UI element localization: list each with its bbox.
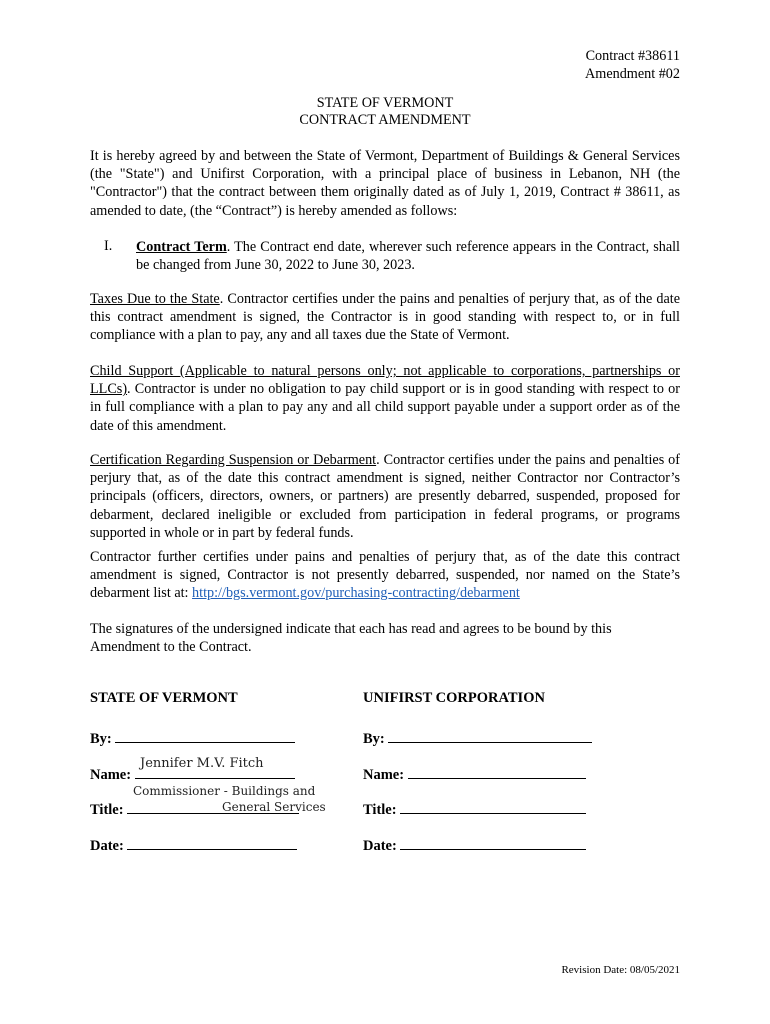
- debarment-heading: Certification Regarding Suspension or Debarment: [90, 452, 377, 468]
- taxes-clause: [90, 290, 680, 345]
- contractor-title-label: Title:: [363, 802, 397, 818]
- state-title-value-line2: General Services: [222, 800, 326, 814]
- state-name-value: Jennifer M.V. Fitch: [140, 756, 264, 771]
- item-numeral: I.: [104, 238, 113, 254]
- debarment-clause: [90, 451, 680, 542]
- contractor-date-line[interactable]: [400, 835, 586, 850]
- contract-term-heading: Contract Term: [136, 239, 227, 255]
- contractor-date-label: Date:: [363, 838, 397, 854]
- state-by-field: [90, 728, 295, 748]
- state-signature-heading: STATE OF VERMONT: [90, 690, 238, 706]
- contractor-title-line[interactable]: [400, 799, 586, 814]
- state-date-field: [90, 835, 297, 855]
- state-date-label: Date:: [90, 838, 124, 854]
- further-text: Contractor further certifies under pains and penalties of perjury that, as of the date this contract amendment is signed, Contractor is not presently debarred, suspended, nor named on the State’s debarment list at:: [90, 549, 680, 602]
- state-title-label: Title:: [90, 802, 124, 818]
- further-certification: [90, 548, 680, 603]
- contractor-by-field: [363, 728, 592, 748]
- amendment-number: Amendment #02: [585, 66, 680, 82]
- contractor-signature-heading: UNIFIRST CORPORATION: [363, 690, 545, 706]
- state-name-label: Name:: [90, 767, 132, 783]
- child-support-text: . Contractor is under no obligation to pay child support or is in good standing with respect to or in full compliance with a plan to pay any and all child support payable under a support order as of the date of this amendment.: [90, 381, 680, 434]
- doc-title-line2: CONTRACT AMENDMENT: [299, 112, 471, 128]
- child-support-heading: Child Support (Applicable to natural persons only; not applicable to corporations, partnerships or LLCs): [90, 363, 680, 398]
- taxes-text: . Contractor certifies under the pains and penalties of perjury that, as of the date this contract amendment is signed, the Contractor is in good standing with respect to, or in full compliance with a plan to pay, any and all taxes due the State of Vermont.: [90, 291, 680, 344]
- contractor-name-label: Name:: [363, 767, 405, 783]
- contractor-by-line[interactable]: [388, 728, 592, 743]
- state-title-value-line1: Commissioner - Buildings and: [133, 784, 316, 798]
- child-support-clause: [90, 362, 680, 435]
- debarment-list-link[interactable]: http://bgs.vermont.gov/purchasing-contracting/debarment: [192, 585, 520, 602]
- taxes-heading: Taxes Due to the State: [90, 291, 220, 307]
- revision-date: Revision Date: 08/05/2021: [561, 964, 680, 976]
- contract-term-text: . The Contract end date, wherever such reference appears in the Contract, shall be changed from June 30, 2022 to June 30, 2023.: [136, 239, 680, 274]
- contractor-by-label: By:: [363, 731, 385, 747]
- contractor-date-field: [363, 835, 586, 855]
- state-date-line[interactable]: [127, 835, 297, 850]
- signatures-note: The signatures of the undersigned indicate that each has read and agrees to be bound by this Amendment to the Contract.: [90, 621, 612, 656]
- contract-number: Contract #38611: [585, 48, 680, 64]
- contract-term-clause: [136, 238, 680, 274]
- intro-paragraph: It is hereby agreed by and between the State of Vermont, Department of Buildings & General Services (the "State") and Unifirst Corporation, with a principal place of business in Lebanon, NH (the "Contractor") that the contract between them originally dated as of July 1, 2019, Contract # 38611, as amended to date, (the “Contract”) is hereby amended as follows:: [90, 148, 680, 219]
- state-by-label: By:: [90, 731, 112, 747]
- contractor-name-field: [363, 764, 586, 784]
- doc-title-line1: STATE OF VERMONT: [316, 95, 454, 111]
- contractor-title-field: [363, 799, 586, 819]
- contractor-name-line[interactable]: [408, 764, 586, 779]
- debarment-text: . Contractor certifies under the pains and penalties of perjury that, as of the date this contract amendment is signed, neither Contractor nor Contractor’s principals (officers, directors, owners, or partners) are presently debarred, suspended, proposed for debarment, declared ineligible or excluded from participation in federal programs, or programs supported in whole or in part by federal funds.: [90, 452, 680, 541]
- state-by-line[interactable]: [115, 728, 295, 743]
